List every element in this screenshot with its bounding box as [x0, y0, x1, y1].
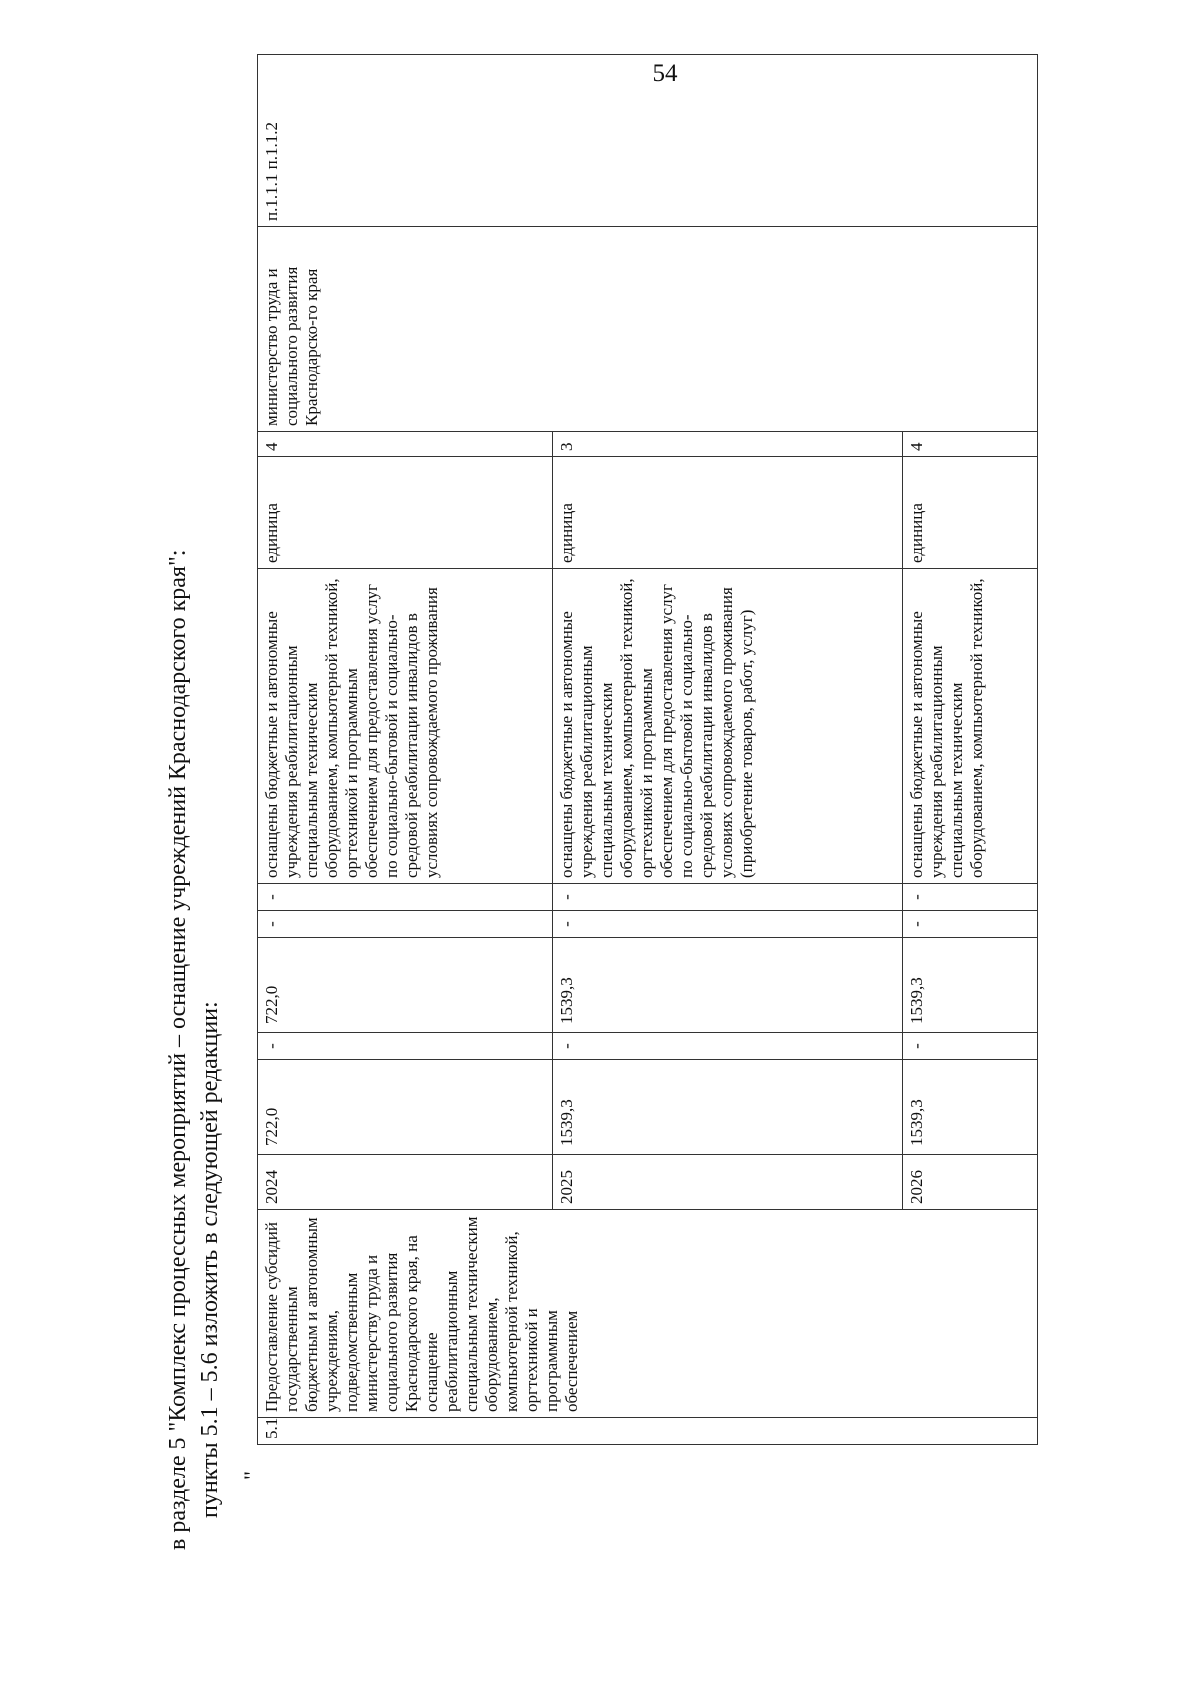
result-cell: оснащены бюджетные и автономные учреждения реабилитационным специальным техническим оборудованием, компьютерной техникой,: [903, 569, 1038, 884]
local-cell: -: [903, 911, 1038, 938]
unit-cell: единица: [258, 457, 553, 569]
measures-table: [257, 54, 1038, 1445]
value-cell: 4: [258, 432, 553, 457]
unit-cell: единица: [553, 457, 903, 569]
unit-cell: единица: [903, 457, 1038, 569]
total-cell: 1539,3: [903, 1060, 1038, 1155]
executor: министерство труда и социального развития Краснодарско-го края: [262, 266, 321, 426]
year-cell: 2024: [258, 1155, 553, 1210]
year-cell: 2025: [553, 1155, 903, 1210]
intro-paragraph: [162, 55, 226, 1550]
result-cell: оснащены бюджетные и автономные учреждения реабилитационным специальным техническим оборудованием, компьютерной техникой, оргтехникой и программным обеспечением для предоставления услуг по социально-бытовой и социально-средовой реабилитации инвалидов в условиях сопровождаемого проживания (приобретение товаров, работ, услуг): [553, 569, 903, 884]
value-cell: 3: [553, 432, 903, 457]
item-number: 5.1: [262, 1417, 281, 1439]
rotated-page-content: [162, 55, 1042, 1550]
intro-line-1: в разделе 5 "Комплекс процессных мероприятий – оснащение учреждений Краснодарского края":: [165, 549, 191, 1550]
total-cell: 722,0: [258, 1060, 553, 1155]
total-cell: 1539,3: [553, 1060, 903, 1155]
item-name: Предоставление субсидий государственным бюджетным и автономным учреждениям, подведомственным министерству труда и социального развития Краснодарского края, на оснащение реабилитационным специальным техническим оборудованием, компьютерной техникой, оргтехникой и программным обеспечением: [262, 1216, 581, 1412]
federal-cell: -: [903, 1033, 1038, 1060]
regional-cell: 1539,3: [553, 938, 903, 1033]
regional-cell: 1539,3: [903, 938, 1038, 1033]
executor-cell: [258, 227, 1038, 432]
opening-quote-mark: ": [239, 1471, 264, 1480]
item-number-cell: [258, 1418, 1038, 1445]
value-cell: 4: [903, 432, 1038, 457]
references-cell: [258, 55, 1038, 227]
other-cell: -: [903, 884, 1038, 911]
local-cell: -: [258, 911, 553, 938]
item-name-cell: [258, 1210, 1038, 1418]
federal-cell: -: [258, 1033, 553, 1060]
other-cell: -: [258, 884, 553, 911]
references: п.1.1.1 п.1.1.2: [262, 122, 281, 221]
regional-cell: 722,0: [258, 938, 553, 1033]
local-cell: -: [553, 911, 903, 938]
federal-cell: -: [553, 1033, 903, 1060]
intro-line-2: пункты 5.1 – 5.6 изложить в следующей редакции:: [197, 1001, 223, 1518]
other-cell: -: [553, 884, 903, 911]
year-cell: 2026: [903, 1155, 1038, 1210]
result-cell: оснащены бюджетные и автономные учреждения реабилитационным специальным техническим оборудованием, компьютерной техникой, оргтехникой и программным обеспечением для предоставления услуг по социально-бытовой и социально-средовой реабилитации инвалидов в условиях сопровождаемого проживания: [258, 569, 553, 884]
page-number: 54: [652, 60, 678, 87]
table-row: [258, 55, 553, 1445]
